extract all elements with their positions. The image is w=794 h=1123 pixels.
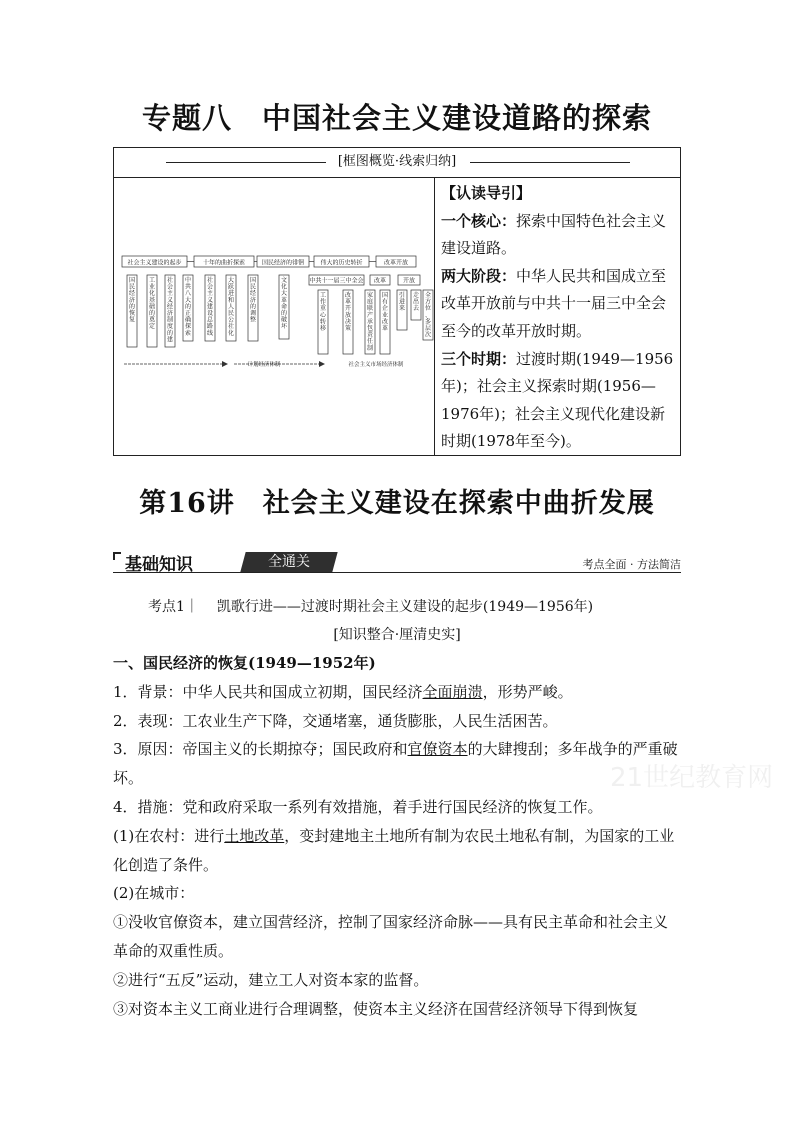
topic-title: 凯歌行进——过渡时期社会主义建设的起步(1949—1956年) — [216, 599, 594, 615]
svg-text:承: 承 — [366, 318, 374, 326]
top-stage-label: 伟大的历史转折 — [320, 259, 363, 267]
guide-item: 一个核心：探索中国特色社会主义建设道路。 — [441, 211, 667, 258]
svg-text:次: 次 — [424, 331, 432, 339]
svg-text:引: 引 — [398, 292, 406, 299]
svg-text:家: 家 — [366, 292, 374, 299]
svg-text:建: 建 — [206, 303, 214, 311]
svg-text:主: 主 — [206, 290, 214, 298]
top-stage-label: 十年的曲折探索 — [202, 259, 246, 267]
svg-text:策: 策 — [344, 325, 352, 332]
svg-text:大: 大 — [280, 290, 288, 298]
column-label — [345, 291, 351, 332]
svg-text:走: 走 — [412, 292, 420, 299]
svg-text:化: 化 — [227, 329, 235, 337]
svg-text:、: 、 — [424, 311, 432, 319]
svg-text:移: 移 — [319, 325, 327, 332]
paragraph: ②进行“五反”运动，建立工人对资本家的监督。 — [113, 970, 429, 989]
svg-text:全: 全 — [424, 292, 432, 299]
svg-text:重: 重 — [319, 305, 327, 313]
svg-text:革: 革 — [280, 296, 288, 304]
svg-text:公: 公 — [227, 316, 235, 324]
column-label — [228, 276, 234, 337]
sub-stage-label: 开放 — [402, 277, 416, 285]
guide-item: 两大阶段：中华人民共和国成立至改革开放前与中共十一届三中全会至今的改革开放时期。 — [441, 266, 667, 340]
panel-header — [114, 148, 680, 178]
lecture-title: 第16讲 社会主义建设在探索中曲折发展 — [139, 488, 655, 519]
svg-text:大: 大 — [227, 277, 235, 284]
top-stage-label: 国民经济的徘徊 — [261, 259, 305, 267]
svg-text:层: 层 — [424, 325, 432, 332]
svg-text:大: 大 — [184, 296, 192, 304]
svg-text:转: 转 — [319, 318, 327, 326]
svg-text:定: 定 — [148, 323, 156, 331]
svg-text:经: 经 — [166, 303, 174, 311]
right-arrow-head — [319, 361, 325, 367]
framework-diagram — [114, 177, 435, 455]
svg-text:济: 济 — [166, 310, 174, 317]
section-tag: 全通关 — [240, 552, 337, 572]
svg-text:主: 主 — [166, 290, 174, 298]
svg-text:恢: 恢 — [128, 310, 136, 317]
svg-text:进: 进 — [227, 290, 235, 298]
svg-text:整: 整 — [249, 316, 257, 324]
svg-text:奠: 奠 — [148, 316, 156, 324]
column-label — [320, 292, 327, 332]
panel-header-label: [框图概览·线索归纳] — [337, 154, 457, 169]
svg-text:会: 会 — [206, 283, 214, 291]
svg-text:庭: 庭 — [366, 298, 374, 306]
sub-stage-label: 改革 — [373, 277, 387, 285]
svg-text:革: 革 — [381, 325, 389, 332]
svg-text:础: 础 — [148, 303, 156, 311]
svg-text:有: 有 — [381, 298, 389, 306]
paragraph: 1．背景：中华人民共和国成立初期，国民经济全面崩溃，形势严峻。 — [113, 682, 573, 701]
guide-item: 三个时期：过渡时期(1949—1956年)；社会主义探索时期(1956—1976年)；社会主义现代化建设新时期(1978年至今)。 — [441, 349, 674, 451]
underlined-term: 土地改革 — [224, 826, 285, 845]
svg-text:破: 破 — [280, 316, 288, 324]
svg-text:企: 企 — [381, 305, 389, 313]
svg-text:国: 国 — [128, 277, 136, 284]
svg-text:的: 的 — [148, 310, 156, 317]
svg-text:线: 线 — [206, 329, 214, 337]
svg-text:复: 复 — [128, 316, 136, 324]
svg-text:民: 民 — [227, 310, 235, 317]
svg-text:义: 义 — [206, 296, 214, 304]
svg-text:工: 工 — [319, 292, 327, 299]
column-label — [250, 276, 256, 324]
sub-stage-label: 中共十一届三中全会 — [309, 277, 364, 285]
svg-text:民: 民 — [249, 283, 257, 291]
svg-text:跃: 跃 — [227, 283, 235, 291]
column-label — [149, 277, 155, 330]
svg-text:方: 方 — [424, 298, 432, 306]
body-text — [113, 649, 681, 1023]
column-label — [413, 291, 419, 312]
reading-guide — [435, 177, 680, 455]
guide-heading: 【认读导引】 — [441, 184, 532, 202]
svg-text:正: 正 — [184, 310, 192, 317]
svg-text:出: 出 — [412, 298, 420, 306]
svg-text:人: 人 — [227, 303, 235, 311]
svg-text:济: 济 — [249, 296, 257, 304]
paragraph — [113, 649, 681, 678]
svg-text:产: 产 — [366, 311, 374, 319]
svg-text:改: 改 — [344, 292, 352, 299]
svg-text:探: 探 — [184, 323, 192, 331]
svg-text:建: 建 — [166, 336, 174, 344]
bottom-right-label: 社会主义市场经济体制 — [348, 362, 404, 368]
svg-text:度: 度 — [166, 323, 174, 331]
svg-text:开: 开 — [344, 305, 352, 313]
svg-text:索: 索 — [184, 329, 192, 337]
svg-text:的: 的 — [166, 329, 174, 337]
top-stage-label: 改革开放 — [383, 259, 409, 267]
svg-text:调: 调 — [249, 310, 257, 317]
svg-text:化: 化 — [280, 283, 288, 291]
svg-text:社: 社 — [206, 277, 214, 284]
left-arrow-head — [222, 361, 228, 367]
svg-text:的: 的 — [184, 303, 192, 311]
svg-text:确: 确 — [184, 316, 192, 324]
column-label — [399, 291, 405, 312]
subsection-heading: [知识整合·厘清史实] — [333, 627, 461, 643]
underlined-term: 官僚资本 — [407, 740, 468, 759]
paragraph: 4．措施：党和政府采取一系列有效措施，着手进行国民经济的恢复工作。 — [113, 797, 603, 816]
svg-text:国: 国 — [381, 292, 389, 299]
section-title: 基础知识 — [125, 555, 193, 575]
paragraph-heading: 一、国民经济的恢复(1949—1952年) — [113, 654, 376, 672]
watermark: 21世纪教育网 — [610, 763, 774, 793]
svg-text:民: 民 — [128, 283, 136, 291]
column-label — [167, 276, 173, 343]
topic-label: 考点1｜ — [148, 599, 199, 615]
corner-mark — [113, 552, 121, 560]
svg-text:社: 社 — [166, 277, 174, 284]
svg-text:业: 业 — [381, 311, 389, 319]
svg-text:制: 制 — [166, 316, 174, 324]
svg-text:多: 多 — [424, 318, 432, 326]
column-label — [425, 291, 431, 339]
svg-text:义: 义 — [166, 296, 174, 304]
svg-text:社: 社 — [227, 323, 235, 331]
svg-text:责: 责 — [366, 331, 374, 339]
svg-text:基: 基 — [148, 296, 156, 304]
paragraph: ③对资本主义工商业进行合理调整，使资本主义经济在国营经济领导下得到恢复 — [113, 999, 639, 1018]
svg-text:改: 改 — [381, 318, 389, 326]
svg-text:文: 文 — [280, 277, 288, 284]
svg-text:经: 经 — [128, 290, 136, 298]
svg-text:坏: 坏 — [280, 323, 288, 331]
svg-text:的: 的 — [280, 310, 288, 317]
svg-text:包: 包 — [366, 325, 374, 332]
svg-text:进: 进 — [398, 298, 406, 306]
svg-text:经: 经 — [249, 290, 257, 298]
paragraph: (1)在农村：进行土地改革，变封建地主土地所有制为农民土地私有制，为国家的工业化创造了条件。 — [113, 826, 675, 874]
page-title: 专题八 中国社会主义建设道路的探索 — [141, 101, 652, 135]
svg-text:共: 共 — [184, 283, 192, 291]
paragraph: 3．原因：帝国主义的长期掠夺；国民政府和官僚资本的大肆搜刮；多年战争的严重破坏。 — [113, 740, 678, 788]
svg-text:业: 业 — [148, 283, 156, 291]
overview-panel — [113, 147, 681, 456]
underlined-term: 全面崩溃 — [422, 682, 483, 701]
column-label — [185, 276, 191, 337]
svg-text:放: 放 — [344, 311, 352, 319]
svg-text:化: 化 — [148, 290, 156, 298]
column-label — [382, 291, 388, 332]
svg-text:联: 联 — [366, 305, 374, 313]
svg-text:作: 作 — [319, 298, 327, 306]
paragraph: 2．表现：工农业生产下降，交通堵塞，通货膨胀，人民生活困苦。 — [113, 711, 558, 730]
section-note: 考点全面 · 方法简洁 — [582, 558, 681, 571]
svg-text:来: 来 — [398, 305, 406, 313]
paragraph: ①没收官僚资本，建立国营经济，控制了国家经济命脉——具有民主革命和社会主义革命的双重性质。 — [113, 913, 669, 960]
column-label — [367, 291, 374, 352]
svg-text:路: 路 — [206, 323, 214, 331]
svg-text:去: 去 — [412, 305, 420, 313]
section-bar — [113, 552, 681, 573]
svg-text:总: 总 — [206, 316, 214, 324]
topic-heading — [148, 596, 593, 616]
svg-text:八: 八 — [184, 290, 192, 298]
svg-text:的: 的 — [249, 303, 257, 311]
svg-text:制: 制 — [366, 344, 374, 352]
svg-text:国: 国 — [249, 277, 257, 284]
svg-text:心: 心 — [319, 311, 327, 319]
svg-text:工: 工 — [148, 277, 156, 284]
column-label — [129, 276, 135, 324]
paragraph: (2)在城市： — [113, 884, 195, 903]
framework-diagram-svg — [114, 177, 434, 455]
svg-text:设: 设 — [206, 310, 214, 317]
svg-text:命: 命 — [280, 303, 288, 311]
svg-text:和: 和 — [227, 296, 235, 304]
svg-text:的: 的 — [128, 303, 136, 311]
svg-text:中: 中 — [184, 277, 192, 284]
column-label — [281, 276, 288, 330]
svg-text:革: 革 — [344, 298, 352, 306]
svg-text:济: 济 — [128, 296, 136, 304]
svg-text:任: 任 — [366, 338, 374, 346]
svg-text:决: 决 — [344, 318, 352, 326]
svg-text:会: 会 — [166, 283, 174, 291]
bottom-left-label: 计划经济体制 — [247, 362, 281, 368]
svg-text:位: 位 — [424, 305, 432, 313]
column-label — [207, 276, 213, 337]
top-stage-label: 社会主义建设的起步 — [127, 259, 182, 267]
